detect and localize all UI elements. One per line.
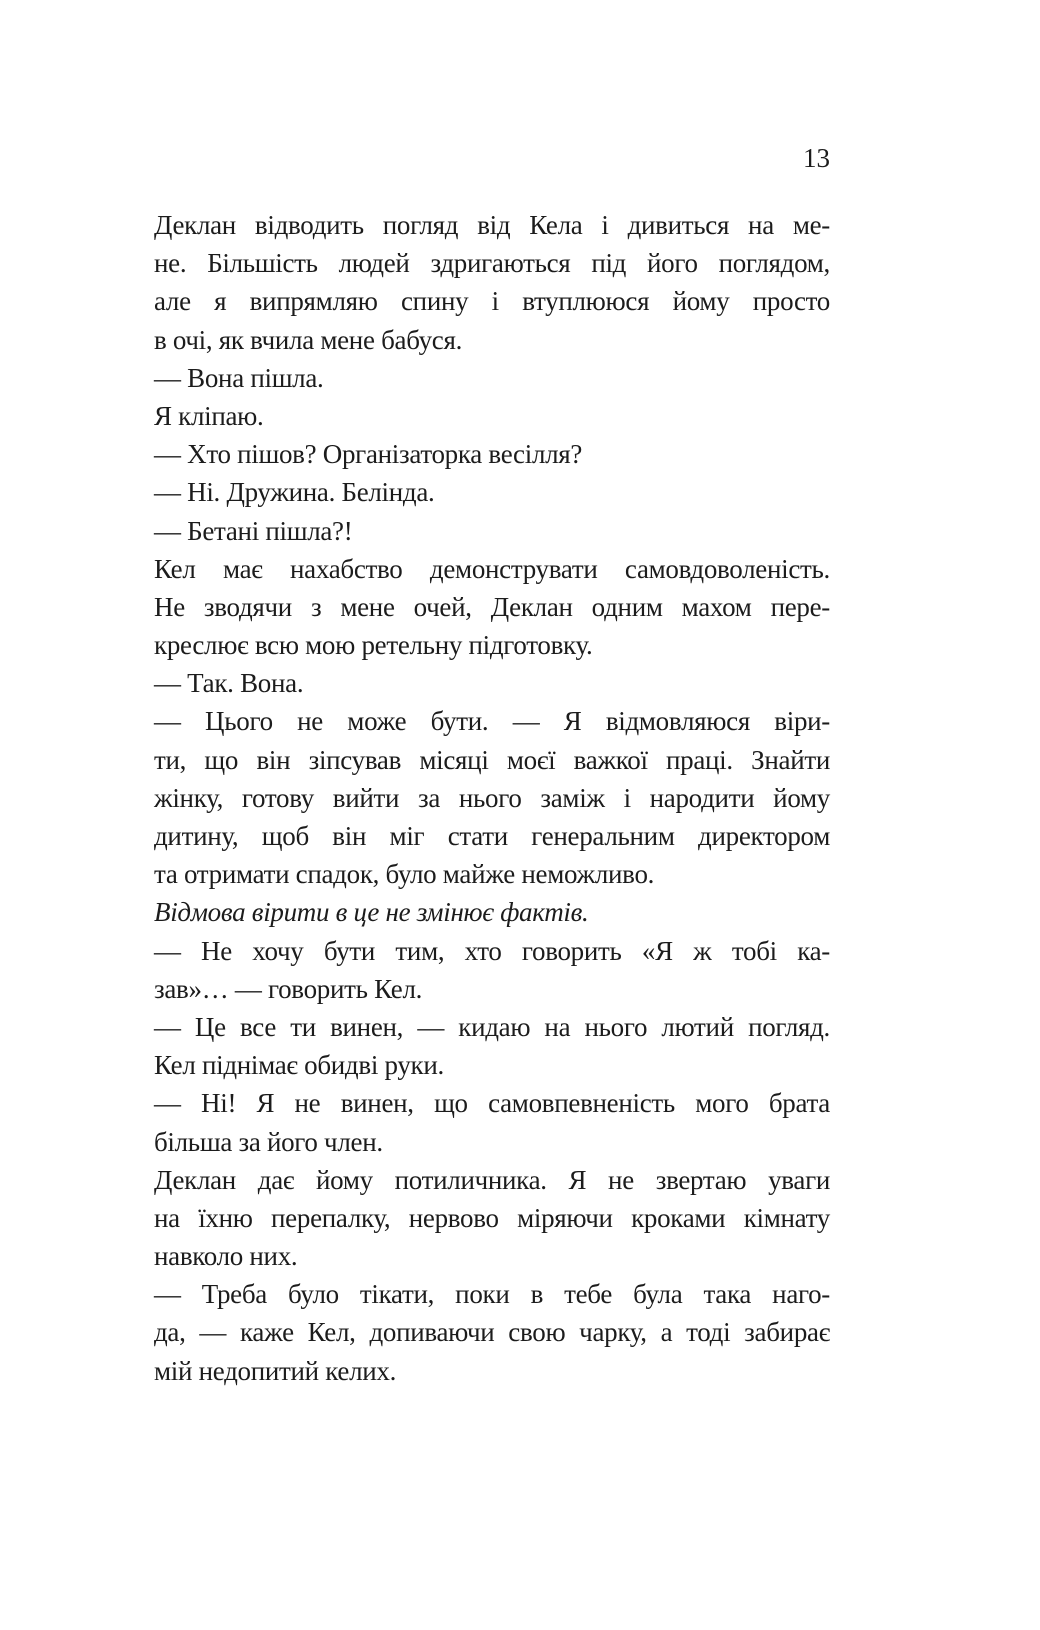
text-line: — Треба було тікати, поки в тебе була така наго- — [154, 1279, 830, 1310]
text-line: мій недопитий келих. — [154, 1355, 397, 1386]
text-line: — Хто пішов? Організаторка весілля? — [154, 439, 583, 470]
text-line: — Ні! Я не винен, що самовпевненість мого брата — [154, 1088, 830, 1119]
text-line: да, — каже Кел, допиваючи свою чарку, а тоді забирає — [154, 1317, 830, 1348]
text-line: — Це все ти винен, — кидаю на нього лютий погляд. — [154, 1011, 830, 1042]
text-line: — Не хочу бути тим, хто говорить «Я ж тобі ка- — [154, 935, 830, 966]
text-line: не. Більшість людей здригаються під його поглядом, — [154, 248, 830, 279]
text-line: ти, що він зіпсував місяці моєї важкої праці. Знайти — [154, 744, 830, 775]
text-line: Кел має нахабство демонструвати самовдоволеність. — [154, 553, 830, 584]
text-line: але я випрямляю спину і втуплююся йому просто — [154, 286, 830, 317]
text-line: — Цього не може бути. — Я відмовляюся віри- — [154, 706, 830, 737]
text-line: більша за його член. — [154, 1126, 383, 1157]
text-line: креслює всю мою ретельну підготовку. — [154, 630, 593, 661]
body-text — [154, 206, 830, 1390]
text-line: Кел піднімає обидві руки. — [154, 1050, 444, 1081]
text-line: Деклан відводить погляд від Кела і дивиться на ме- — [154, 210, 830, 240]
page-number: 13 — [803, 143, 830, 173]
text-line: — Ні. Дружина. Белінда. — [154, 477, 435, 508]
text-line: навколо них. — [154, 1241, 298, 1272]
text-line: — Так. Вона. — [154, 668, 304, 699]
text-line: в очі, як вчила мене бабуся. — [154, 324, 463, 355]
text-line: Відмова вірити в це не змінює фактів. — [154, 897, 589, 928]
text-line: на їхню перепалку, нервово міряючи кроками кімнату — [154, 1202, 830, 1233]
text-line: Деклан дає йому потиличника. Я не звертаю уваги — [154, 1164, 830, 1195]
text-line: — Бетані пішла?! — [154, 515, 353, 546]
text-line: Я кліпаю. — [154, 400, 264, 431]
text-line: — Вона пішла. — [154, 362, 324, 393]
text-line: жінку, готову вийти за нього заміж і народити йому — [154, 782, 830, 813]
text-line: зав»… — говорить Кел. — [154, 973, 423, 1004]
text-line: Не зводячи з мене очей, Деклан одним махом пере- — [154, 591, 830, 622]
text-line: та отримати спадок, було майже неможливо. — [154, 859, 655, 890]
text-line: дитину, щоб він міг стати генеральним директором — [154, 821, 830, 851]
